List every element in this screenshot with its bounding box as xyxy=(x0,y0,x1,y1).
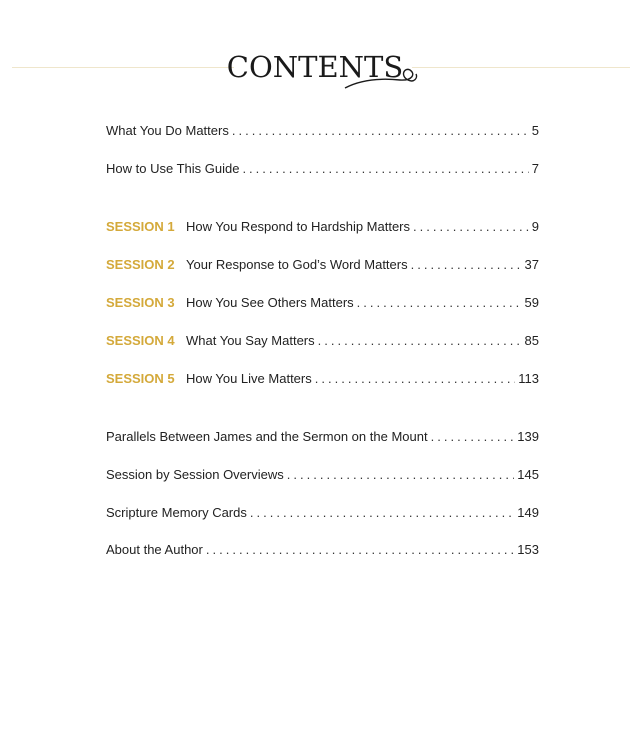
dot-leader xyxy=(287,467,515,483)
toc-session-entry[interactable]: SESSION 1 How You Respond to Hardship Matters . . . 9 xyxy=(106,219,539,235)
toc-entry[interactable]: Scripture Memory Cards . . . 149 xyxy=(106,505,539,521)
toc-entry[interactable]: How to Use This Guide . . . 7 xyxy=(106,161,539,177)
dot-leader xyxy=(411,257,522,273)
toc-entry[interactable]: Session by Session Overviews . . . 145 xyxy=(106,467,539,483)
dot-leader xyxy=(206,542,514,558)
dot-leader xyxy=(318,333,522,349)
dot-leader xyxy=(413,219,529,235)
dot-leader xyxy=(315,371,516,387)
toc-entry[interactable]: What You Do Matters . . . 5 xyxy=(106,123,539,139)
dot-leader xyxy=(232,123,529,139)
title-swash-ornament xyxy=(340,66,420,92)
toc-session-entry[interactable]: SESSION 4 What You Say Matters . . . 85 xyxy=(106,333,539,349)
toc-session-entry[interactable]: SESSION 5 How You Live Matters . . . 113 xyxy=(106,371,539,387)
page-title: CONTENTS xyxy=(226,50,404,84)
toc-entry[interactable]: Parallels Between James and the Sermon on the Mount . . . 139 xyxy=(106,429,539,445)
toc-entry[interactable]: About the Author . . . 153 xyxy=(106,542,539,558)
toc-session-entry[interactable]: SESSION 2 Your Response to God’s Word Matters . . . 37 xyxy=(106,257,539,273)
toc-session-entry[interactable]: SESSION 3 How You See Others Matters . . . 59 xyxy=(106,295,539,311)
dot-leader xyxy=(357,295,522,311)
dot-leader xyxy=(242,161,528,177)
dot-leader xyxy=(250,505,514,521)
dot-leader xyxy=(431,429,515,445)
